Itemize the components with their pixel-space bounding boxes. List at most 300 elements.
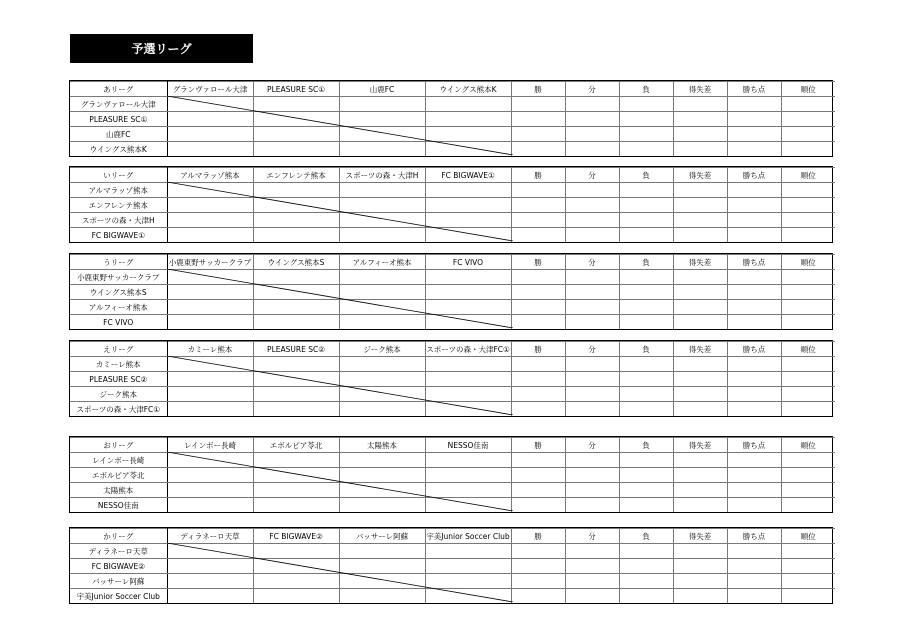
stat-header: 勝 xyxy=(511,342,565,357)
result-cell xyxy=(339,315,425,330)
stat-cell xyxy=(727,285,781,300)
table-row xyxy=(70,544,835,559)
stat-header: 勝ち点 xyxy=(727,438,781,453)
stat-header: 勝ち点 xyxy=(727,255,781,270)
stat-cell xyxy=(619,357,673,372)
stat-cell xyxy=(565,357,619,372)
league-table xyxy=(69,80,833,157)
table-row xyxy=(70,372,835,387)
result-cell xyxy=(253,300,339,315)
stat-cell xyxy=(727,300,781,315)
stat-header: 勝 xyxy=(511,82,565,97)
stat-cell xyxy=(565,372,619,387)
result-cell xyxy=(167,498,253,513)
stat-cell xyxy=(781,112,835,127)
league-table xyxy=(69,436,833,513)
opponent-header: バッサーレ阿蘇 xyxy=(339,529,425,544)
stat-cell xyxy=(511,213,565,228)
result-cell xyxy=(253,498,339,513)
stat-cell xyxy=(619,544,673,559)
stat-cell xyxy=(565,483,619,498)
stat-header: 得失差 xyxy=(673,255,727,270)
result-cell xyxy=(253,183,339,198)
result-cell xyxy=(167,183,253,198)
stat-cell xyxy=(565,453,619,468)
result-cell xyxy=(253,198,339,213)
stat-cell xyxy=(673,387,727,402)
stat-cell xyxy=(511,559,565,574)
stat-header: 勝 xyxy=(511,168,565,183)
stat-cell xyxy=(673,183,727,198)
stat-cell xyxy=(781,468,835,483)
stat-header: 得失差 xyxy=(673,342,727,357)
result-cell xyxy=(167,453,253,468)
result-cell xyxy=(253,127,339,142)
result-cell xyxy=(425,127,511,142)
result-cell xyxy=(425,142,511,157)
result-cell xyxy=(339,559,425,574)
stat-cell xyxy=(727,453,781,468)
result-cell xyxy=(425,112,511,127)
stat-cell xyxy=(511,574,565,589)
stat-cell xyxy=(619,574,673,589)
stat-cell xyxy=(511,112,565,127)
table-row xyxy=(70,498,835,513)
table-row xyxy=(70,357,835,372)
league-name: うリーグ xyxy=(70,255,167,270)
stat-cell xyxy=(511,198,565,213)
stat-cell xyxy=(781,300,835,315)
stat-cell xyxy=(619,213,673,228)
stat-header: 勝ち点 xyxy=(727,529,781,544)
result-cell xyxy=(167,285,253,300)
stat-header: 得失差 xyxy=(673,82,727,97)
stat-cell xyxy=(727,498,781,513)
result-cell xyxy=(425,285,511,300)
result-cell xyxy=(167,559,253,574)
stat-cell xyxy=(781,142,835,157)
stat-header: 分 xyxy=(565,529,619,544)
table-row xyxy=(70,213,835,228)
league-table xyxy=(69,527,833,604)
result-cell xyxy=(339,142,425,157)
league-name: あリーグ xyxy=(70,82,167,97)
stat-cell xyxy=(673,544,727,559)
result-cell xyxy=(339,183,425,198)
league-grid xyxy=(70,81,835,156)
opponent-header: FC BIGWAVE② xyxy=(253,529,339,544)
table-row xyxy=(70,559,835,574)
stat-cell xyxy=(673,112,727,127)
stat-cell xyxy=(673,498,727,513)
stat-cell xyxy=(781,483,835,498)
team-name: ジーク熊本 xyxy=(70,387,167,402)
team-name: 宇美Junior Soccer Club xyxy=(70,589,167,604)
result-cell xyxy=(167,300,253,315)
stat-cell xyxy=(511,544,565,559)
opponent-header: エンフレンテ熊本 xyxy=(253,168,339,183)
stat-cell xyxy=(565,213,619,228)
opponent-header: 山鹿FC xyxy=(339,82,425,97)
stat-cell xyxy=(619,589,673,604)
result-cell xyxy=(253,468,339,483)
result-cell xyxy=(339,544,425,559)
stat-cell xyxy=(619,112,673,127)
stat-cell xyxy=(565,142,619,157)
result-cell xyxy=(425,198,511,213)
result-cell xyxy=(253,372,339,387)
stat-cell xyxy=(781,357,835,372)
stat-cell xyxy=(619,142,673,157)
stat-header: 分 xyxy=(565,342,619,357)
opponent-header: 太陽熊本 xyxy=(339,438,425,453)
league-name: かリーグ xyxy=(70,529,167,544)
stat-cell xyxy=(781,97,835,112)
result-cell xyxy=(253,213,339,228)
team-name: アルマラッゾ熊本 xyxy=(70,183,167,198)
result-cell xyxy=(253,574,339,589)
stat-cell xyxy=(727,228,781,243)
team-name: エンフレンテ熊本 xyxy=(70,198,167,213)
stat-cell xyxy=(619,387,673,402)
stat-cell xyxy=(727,142,781,157)
league-grid xyxy=(70,528,835,603)
team-name: スポーツの森・大津FC① xyxy=(70,402,167,417)
stat-cell xyxy=(565,228,619,243)
stat-cell xyxy=(727,183,781,198)
result-cell xyxy=(253,97,339,112)
stat-cell xyxy=(511,142,565,157)
stat-cell xyxy=(673,300,727,315)
team-name: カミーレ熊本 xyxy=(70,357,167,372)
result-cell xyxy=(167,198,253,213)
stat-cell xyxy=(565,300,619,315)
team-name: PLEASURE SC② xyxy=(70,372,167,387)
stat-header: 得失差 xyxy=(673,529,727,544)
stat-cell xyxy=(511,315,565,330)
stat-cell xyxy=(619,228,673,243)
stat-cell xyxy=(727,357,781,372)
team-name: ディラネーロ天草 xyxy=(70,544,167,559)
stat-cell xyxy=(781,372,835,387)
stat-cell xyxy=(727,213,781,228)
stat-cell xyxy=(781,453,835,468)
stat-cell xyxy=(727,402,781,417)
stat-cell xyxy=(673,198,727,213)
stat-cell xyxy=(511,127,565,142)
result-cell xyxy=(425,183,511,198)
result-cell xyxy=(339,285,425,300)
opponent-header: アルフィーオ熊本 xyxy=(339,255,425,270)
stat-cell xyxy=(565,589,619,604)
team-name: ウイングス熊本S xyxy=(70,285,167,300)
result-cell xyxy=(425,498,511,513)
stat-cell xyxy=(511,183,565,198)
stat-cell xyxy=(565,387,619,402)
table-row xyxy=(70,574,835,589)
stat-cell xyxy=(619,127,673,142)
team-name: バッサーレ阿蘇 xyxy=(70,574,167,589)
league-table xyxy=(69,166,833,243)
opponent-header: PLEASURE SC② xyxy=(253,342,339,357)
opponent-header: FC VIVO xyxy=(425,255,511,270)
stat-cell xyxy=(619,402,673,417)
league-table xyxy=(69,253,833,330)
table-row xyxy=(70,112,835,127)
result-cell xyxy=(167,387,253,402)
result-cell xyxy=(339,112,425,127)
stat-cell xyxy=(727,589,781,604)
result-cell xyxy=(339,574,425,589)
stat-cell xyxy=(619,453,673,468)
league-grid xyxy=(70,167,835,242)
stat-cell xyxy=(781,285,835,300)
result-cell xyxy=(167,574,253,589)
stat-cell xyxy=(781,544,835,559)
result-cell xyxy=(425,372,511,387)
stat-cell xyxy=(673,468,727,483)
result-cell xyxy=(425,228,511,243)
result-cell xyxy=(253,285,339,300)
table-row xyxy=(70,142,835,157)
opponent-header: レインボー長崎 xyxy=(167,438,253,453)
stat-cell xyxy=(619,315,673,330)
result-cell xyxy=(339,372,425,387)
result-cell xyxy=(425,453,511,468)
stat-cell xyxy=(565,468,619,483)
result-cell xyxy=(339,468,425,483)
table-row xyxy=(70,402,835,417)
team-name: 小鹿東野サッカークラブ xyxy=(70,270,167,285)
team-name: FC BIGWAVE② xyxy=(70,559,167,574)
stat-cell xyxy=(511,498,565,513)
result-cell xyxy=(339,213,425,228)
table-row xyxy=(70,300,835,315)
stat-header: 分 xyxy=(565,255,619,270)
stat-cell xyxy=(619,183,673,198)
result-cell xyxy=(253,402,339,417)
stat-cell xyxy=(673,357,727,372)
result-cell xyxy=(253,387,339,402)
opponent-header: スポーツの森・大津H xyxy=(339,168,425,183)
team-name: 山鹿FC xyxy=(70,127,167,142)
league-name: おリーグ xyxy=(70,438,167,453)
stat-header: 負 xyxy=(619,438,673,453)
stat-header: 順位 xyxy=(781,529,835,544)
league-grid xyxy=(70,341,835,416)
result-cell xyxy=(339,127,425,142)
opponent-header: NESSO佳南 xyxy=(425,438,511,453)
stat-cell xyxy=(673,574,727,589)
team-name: FC BIGWAVE① xyxy=(70,228,167,243)
stat-header: 順位 xyxy=(781,255,835,270)
league-grid xyxy=(70,437,835,512)
stat-cell xyxy=(565,402,619,417)
result-cell xyxy=(339,198,425,213)
league-name: いリーグ xyxy=(70,168,167,183)
stat-cell xyxy=(673,142,727,157)
result-cell xyxy=(253,483,339,498)
team-name: レインボー長崎 xyxy=(70,453,167,468)
stat-cell xyxy=(781,127,835,142)
result-cell xyxy=(167,213,253,228)
opponent-header: 宇美Junior Soccer Club xyxy=(425,529,511,544)
result-cell xyxy=(167,97,253,112)
opponent-header: ウイングス熊本S xyxy=(253,255,339,270)
stat-cell xyxy=(673,97,727,112)
result-cell xyxy=(167,142,253,157)
stat-cell xyxy=(781,402,835,417)
stat-cell xyxy=(565,112,619,127)
result-cell xyxy=(425,300,511,315)
stat-cell xyxy=(565,498,619,513)
table-row xyxy=(70,285,835,300)
stat-cell xyxy=(511,372,565,387)
stat-header: 得失差 xyxy=(673,168,727,183)
stat-cell xyxy=(565,127,619,142)
stat-cell xyxy=(781,559,835,574)
result-cell xyxy=(253,142,339,157)
result-cell xyxy=(339,589,425,604)
team-name: グランヴァロール大津 xyxy=(70,97,167,112)
result-cell xyxy=(167,127,253,142)
result-cell xyxy=(167,315,253,330)
opponent-header: ウイングス熊本K xyxy=(425,82,511,97)
stat-cell xyxy=(781,498,835,513)
team-name: 太陽熊本 xyxy=(70,483,167,498)
table-row xyxy=(70,483,835,498)
opponent-header: 小鹿東野サッカークラブ xyxy=(167,255,253,270)
stat-header: 分 xyxy=(565,168,619,183)
stat-cell xyxy=(781,213,835,228)
stat-cell xyxy=(781,574,835,589)
result-cell xyxy=(425,270,511,285)
result-cell xyxy=(339,402,425,417)
stat-cell xyxy=(727,112,781,127)
stat-cell xyxy=(565,183,619,198)
stat-cell xyxy=(781,589,835,604)
result-cell xyxy=(425,213,511,228)
stat-cell xyxy=(673,213,727,228)
result-cell xyxy=(253,559,339,574)
opponent-header: グランヴァロール大津 xyxy=(167,82,253,97)
opponent-header: アルマラッゾ熊本 xyxy=(167,168,253,183)
stat-header: 勝ち点 xyxy=(727,82,781,97)
result-cell xyxy=(339,387,425,402)
result-cell xyxy=(167,402,253,417)
stat-cell xyxy=(673,559,727,574)
result-cell xyxy=(425,97,511,112)
result-cell xyxy=(167,589,253,604)
team-name: NESSO佳南 xyxy=(70,498,167,513)
result-cell xyxy=(167,228,253,243)
stat-header: 勝 xyxy=(511,438,565,453)
stat-cell xyxy=(619,468,673,483)
stat-cell xyxy=(727,198,781,213)
result-cell xyxy=(339,357,425,372)
stat-cell xyxy=(619,559,673,574)
stat-cell xyxy=(565,285,619,300)
result-cell xyxy=(425,483,511,498)
stat-cell xyxy=(673,127,727,142)
stat-cell xyxy=(673,228,727,243)
stat-cell xyxy=(511,453,565,468)
result-cell xyxy=(167,270,253,285)
stat-cell xyxy=(511,270,565,285)
stat-cell xyxy=(673,270,727,285)
result-cell xyxy=(339,453,425,468)
stat-cell xyxy=(727,270,781,285)
opponent-header: FC BIGWAVE① xyxy=(425,168,511,183)
stat-cell xyxy=(565,544,619,559)
stat-cell xyxy=(727,372,781,387)
stat-cell xyxy=(673,285,727,300)
stat-header: 負 xyxy=(619,529,673,544)
result-cell xyxy=(425,468,511,483)
opponent-header: ディラネーロ天草 xyxy=(167,529,253,544)
stat-cell xyxy=(727,97,781,112)
result-cell xyxy=(167,544,253,559)
stat-cell xyxy=(781,270,835,285)
result-cell xyxy=(339,498,425,513)
result-cell xyxy=(253,228,339,243)
opponent-header: スポーツの森・大津FC① xyxy=(425,342,511,357)
league-name: えリーグ xyxy=(70,342,167,357)
stat-header: 順位 xyxy=(781,342,835,357)
opponent-header: PLEASURE SC① xyxy=(253,82,339,97)
stat-header: 順位 xyxy=(781,82,835,97)
team-name: アルフィーオ熊本 xyxy=(70,300,167,315)
stat-cell xyxy=(511,285,565,300)
stat-cell xyxy=(673,483,727,498)
result-cell xyxy=(425,544,511,559)
stat-cell xyxy=(619,198,673,213)
result-cell xyxy=(339,97,425,112)
stat-cell xyxy=(619,372,673,387)
result-cell xyxy=(425,357,511,372)
result-cell xyxy=(167,357,253,372)
stat-cell xyxy=(511,402,565,417)
team-name: スポーツの森・大津H xyxy=(70,213,167,228)
result-cell xyxy=(425,315,511,330)
result-cell xyxy=(425,559,511,574)
stat-cell xyxy=(781,315,835,330)
result-cell xyxy=(425,589,511,604)
table-row xyxy=(70,127,835,142)
table-row xyxy=(70,315,835,330)
stat-cell xyxy=(511,589,565,604)
stat-cell xyxy=(511,228,565,243)
result-cell xyxy=(167,112,253,127)
stat-cell xyxy=(673,402,727,417)
team-name: エボルピア苓北 xyxy=(70,468,167,483)
stat-cell xyxy=(565,559,619,574)
table-row xyxy=(70,228,835,243)
stat-cell xyxy=(511,300,565,315)
stat-cell xyxy=(727,544,781,559)
stat-cell xyxy=(565,270,619,285)
result-cell xyxy=(167,372,253,387)
league-table xyxy=(69,340,833,417)
stat-header: 順位 xyxy=(781,168,835,183)
result-cell xyxy=(253,589,339,604)
stat-cell xyxy=(727,387,781,402)
stat-cell xyxy=(781,183,835,198)
table-row xyxy=(70,198,835,213)
stat-header: 分 xyxy=(565,82,619,97)
stat-cell xyxy=(511,468,565,483)
stat-cell xyxy=(511,357,565,372)
